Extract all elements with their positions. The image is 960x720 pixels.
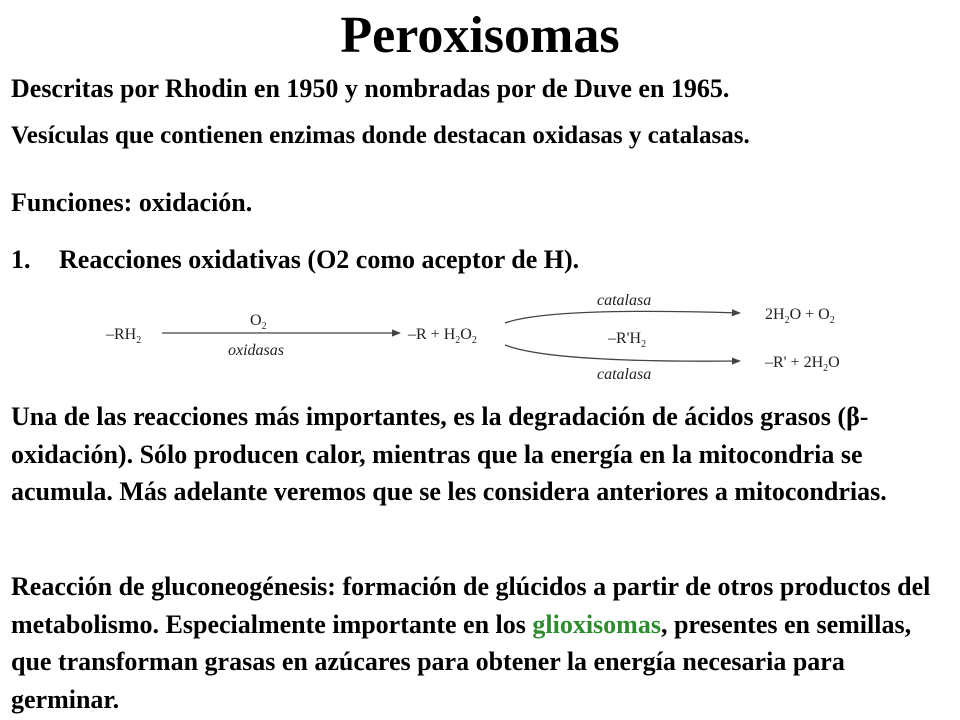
catalasa-label-bottom: catalasa xyxy=(597,366,652,383)
functions-list-item-1 xyxy=(11,245,579,275)
glyoxysomes-highlight: glioxisomas xyxy=(532,609,661,639)
functions-heading: Funciones: oxidación. xyxy=(11,188,253,217)
product-bottom-label: $-R' + 2H_2O$ xyxy=(765,354,840,374)
page-title: Peroxisomas xyxy=(340,7,620,64)
list-number: 1. xyxy=(11,245,31,274)
list-item-text: Reacciones oxidativas (O2 como aceptor de H). xyxy=(59,245,580,274)
catalasa-arrow-top xyxy=(505,311,740,323)
catalasa-label-top: catalasa xyxy=(597,292,652,309)
reaction-diagram xyxy=(100,285,880,385)
beta-oxidation-paragraph: Una de las reacciones más importantes, es la degradación de ácidos grasos (β-oxidación). Sólo producen calor, mientras que la energía en la mitocondria se acumula. Más adelante veremos que se les considera anteriores a mitocondrias. xyxy=(11,402,887,506)
oxygen-label: $O_2$ xyxy=(250,312,267,332)
product-top-label: $2H_2O + O_2$ xyxy=(765,306,835,326)
vesicles-text: Vesículas que contienen enzimas donde destacan oxidasas y catalasas. xyxy=(11,122,750,149)
oxidasas-label: oxidasas xyxy=(228,342,284,359)
catalasa-arrow-bottom xyxy=(505,345,740,361)
gluconeogenesis-text-start: Reacción de gluconeogénesis: formación de glúcidos a partir de otros productos del metabolismo. Especialmente importante en los xyxy=(11,572,931,639)
discovery-text: Descritas por Rhodin en 1950 y nombradas por de Duve en 1965. xyxy=(11,74,730,103)
substrate-label: $-RH_2$ xyxy=(106,326,142,346)
donor-label: $-R'H_2$ xyxy=(608,330,647,350)
gluconeogenesis-paragraph xyxy=(11,568,956,718)
gluconeogenesis-text-end: , presentes en semillas, que transforman grasas en azúcares para obtener la energía necesaria para germinar. xyxy=(11,609,912,714)
intermediate-label: $-R + H_2O_2$ xyxy=(408,326,477,346)
